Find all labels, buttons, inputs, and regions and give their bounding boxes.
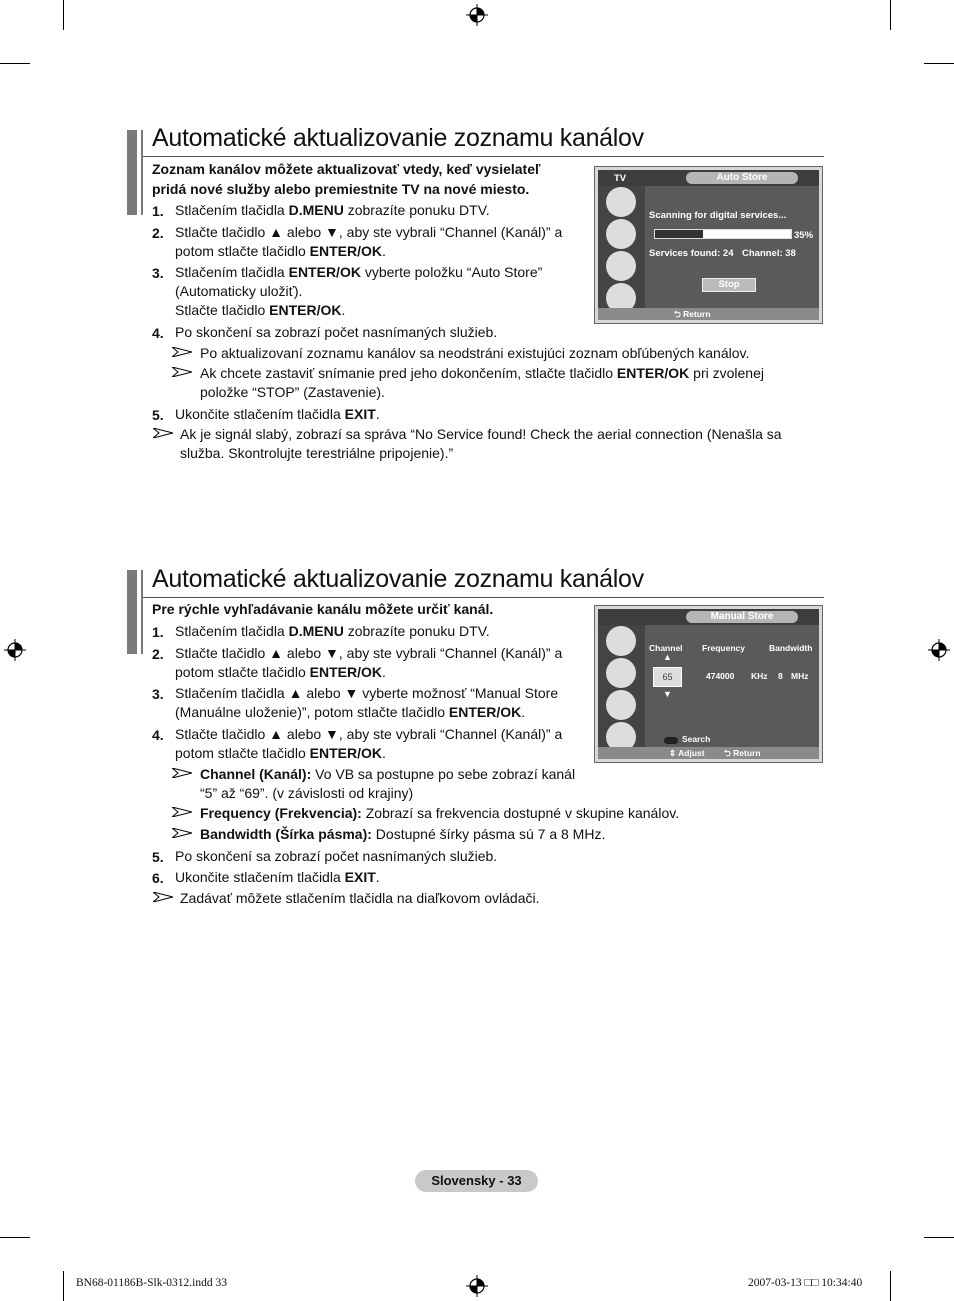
osd-down-arrow-icon[interactable]: ▼ xyxy=(663,689,672,699)
crop-mark xyxy=(924,1237,954,1238)
step-text: Stlačením tlačidla ENTER/OK vyberte položku “Auto Store” xyxy=(175,264,543,280)
osd-stop-label: Stop xyxy=(718,279,740,290)
osd-channel-value: 65 xyxy=(662,672,673,682)
crop-mark xyxy=(0,1237,30,1238)
osd-return[interactable]: ⮌ Return xyxy=(724,748,761,758)
section-title: Automatické aktualizovanie zoznamu kanálov xyxy=(152,565,644,593)
osd-scanning-text: Scanning for digital services... xyxy=(649,210,787,221)
setup-menu-icon xyxy=(606,690,636,720)
osd-panel xyxy=(598,170,819,320)
intro-text: Pre rýchle vyhľadávanie kanálu môžete určiť kanál. xyxy=(152,601,494,617)
osd-services-found: Services found: 24 xyxy=(649,248,734,259)
step-number: 6. xyxy=(152,870,164,886)
crop-mark xyxy=(890,1271,891,1301)
step-text: Stlačte tlačidlo ▲ alebo ▼, aby ste vybrali “Channel (Kanál)” a xyxy=(175,726,563,742)
sound-menu-icon xyxy=(606,658,636,688)
section-rule xyxy=(143,597,824,598)
step-text: (Automaticky uložiť). xyxy=(175,283,303,299)
intro-text: Zoznam kanálov môžete aktualizovať vtedy, keď vysielateľ xyxy=(152,161,541,177)
osd-sidebar xyxy=(598,186,645,314)
osd-progress-percent: 35% xyxy=(794,230,814,241)
note-text: Ak je signál slabý, zobrazí sa správa “No Service found! Check the aerial connection (Nenašla sa xyxy=(180,426,782,442)
osd-channel-field[interactable] xyxy=(653,667,682,687)
crop-mark xyxy=(63,1271,64,1301)
osd-bandwidth-value: 8 xyxy=(778,671,783,681)
intro-text: pridá nové služby alebo premiestnite TV na nové miesto. xyxy=(152,181,530,197)
step-number: 2. xyxy=(152,225,164,241)
step-text: Stlačením tlačidla D.MENU zobrazíte ponuku DTV. xyxy=(175,202,490,218)
step-number: 2. xyxy=(152,646,164,662)
registration-mark-icon xyxy=(466,4,488,26)
step-number: 4. xyxy=(152,325,164,341)
step-text: Ukončite stlačením tlačidla EXIT. xyxy=(175,869,380,885)
osd-search-button-icon[interactable] xyxy=(664,737,678,744)
osd-tv-label: TV xyxy=(614,173,627,184)
step-number: 5. xyxy=(152,407,164,423)
osd-stop-button[interactable] xyxy=(702,278,756,292)
crop-mark xyxy=(0,63,30,64)
osd-progress-fill xyxy=(655,230,703,238)
step-text: Stlačte tlačidlo ▲ alebo ▼, aby ste vybrali “Channel (Kanál)” a xyxy=(175,645,563,661)
date-slug: 2007-03-13 □□ 10:34:40 xyxy=(748,1277,863,1289)
note-arrow-icon xyxy=(172,768,192,778)
picture-menu-icon xyxy=(606,187,636,217)
registration-mark-icon xyxy=(4,639,26,661)
note-arrow-icon xyxy=(172,367,192,377)
step-number: 3. xyxy=(152,265,164,281)
osd-frequency-unit: KHz xyxy=(751,671,768,681)
section-marker-bar xyxy=(127,570,143,654)
osd-title: Manual Store xyxy=(686,611,798,623)
crop-mark xyxy=(63,0,64,30)
step-text: Po skončení sa zobrazí počet nasnímaných služieb. xyxy=(175,324,498,340)
osd-sidebar xyxy=(598,625,645,753)
section-rule xyxy=(143,156,824,157)
step-number: 4. xyxy=(152,727,164,743)
note-text: Frequency (Frekvencia): Zobrazí sa frekvencia dostupné v skupine kanálov. xyxy=(200,805,680,821)
step-text: Ukončite stlačením tlačidla EXIT. xyxy=(175,406,380,422)
osd-bandwidth-unit: MHz xyxy=(791,671,809,681)
osd-channel: Channel: 38 xyxy=(742,248,796,259)
step-text: (Manuálne uloženie)”, potom stlačte tlačidlo ENTER/OK. xyxy=(175,704,526,720)
registration-mark-icon xyxy=(466,1275,488,1297)
osd-footer xyxy=(598,308,819,320)
note-arrow-icon xyxy=(153,892,173,902)
section-title: Automatické aktualizovanie zoznamu kanálov xyxy=(152,124,644,152)
step-text: Stlačte tlačidlo ▲ alebo ▼, aby ste vybrali “Channel (Kanál)” a xyxy=(175,224,563,240)
osd-auto-store-screen xyxy=(594,166,823,324)
file-slug: BN68-01186B-Slk-0312.indd 33 xyxy=(76,1277,227,1289)
osd-col-bandwidth: Bandwidth xyxy=(769,643,813,653)
note-text: “5” až “69”. (v závislosti od krajiny) xyxy=(200,785,414,801)
note-text: Channel (Kanál): Vo VB sa postupne po sebe zobrazí kanál xyxy=(200,766,576,782)
note-text: Ak chcete zastaviť snímanie pred jeho dokončením, stlačte tlačidlo ENTER/OK pri zvolenej xyxy=(200,365,764,381)
note-arrow-icon xyxy=(172,347,192,357)
sound-menu-icon xyxy=(606,219,636,249)
osd-return[interactable]: ⮌ Return xyxy=(674,309,711,319)
step-text: Stlačte tlačidlo ENTER/OK. xyxy=(175,302,346,318)
step-number: 1. xyxy=(152,624,164,640)
osd-search-label: Search xyxy=(682,734,711,744)
note-text: služba. Skontrolujte terestriálne pripojenie).” xyxy=(180,445,454,461)
step-number: 5. xyxy=(152,849,164,865)
step-text: potom stlačte tlačidlo ENTER/OK. xyxy=(175,243,386,259)
crop-mark xyxy=(890,0,891,30)
note-text: Bandwidth (Šírka pásma): Dostupné šírky pásma sú 7 a 8 MHz. xyxy=(200,826,606,842)
step-text: Stlačením tlačidla D.MENU zobrazíte ponuku DTV. xyxy=(175,623,490,639)
osd-title: Auto Store xyxy=(686,172,798,184)
step-text: Stlačením tlačidla ▲ alebo ▼ vyberte možnosť “Manual Store xyxy=(175,685,559,701)
osd-progress-bar xyxy=(654,229,792,239)
osd-frequency-value: 474000 xyxy=(706,671,735,681)
osd-adjust[interactable]: ⇕ Adjust xyxy=(669,748,705,758)
step-number: 3. xyxy=(152,686,164,702)
step-text: potom stlačte tlačidlo ENTER/OK. xyxy=(175,745,386,761)
crop-mark xyxy=(924,63,954,64)
note-text: položke “STOP” (Zastavenie). xyxy=(200,384,385,400)
note-text: Zadávať môžete stlačením tlačidla na diaľkovom ovládači. xyxy=(180,890,540,906)
note-arrow-icon xyxy=(172,828,192,838)
page-number-badge: Slovensky - 33 xyxy=(415,1170,538,1192)
picture-menu-icon xyxy=(606,626,636,656)
step-text: Po skončení sa zobrazí počet nasnímaných služieb. xyxy=(175,848,498,864)
step-number: 1. xyxy=(152,203,164,219)
note-text: Po aktualizovaní zoznamu kanálov sa neodstráni existujúci zoznam obľúbených kanálov. xyxy=(200,345,750,361)
section-marker-bar xyxy=(127,130,143,215)
osd-footer xyxy=(598,747,819,759)
step-text: potom stlačte tlačidlo ENTER/OK. xyxy=(175,664,386,680)
setup-menu-icon xyxy=(606,251,636,281)
osd-col-frequency: Frequency xyxy=(702,643,745,653)
osd-col-channel: Channel xyxy=(649,643,683,653)
osd-manual-store-screen xyxy=(594,605,823,763)
osd-up-arrow-icon[interactable]: ▲ xyxy=(663,652,672,662)
registration-mark-icon xyxy=(928,639,950,661)
osd-panel xyxy=(598,609,819,759)
note-arrow-icon xyxy=(153,428,173,438)
note-arrow-icon xyxy=(172,807,192,817)
